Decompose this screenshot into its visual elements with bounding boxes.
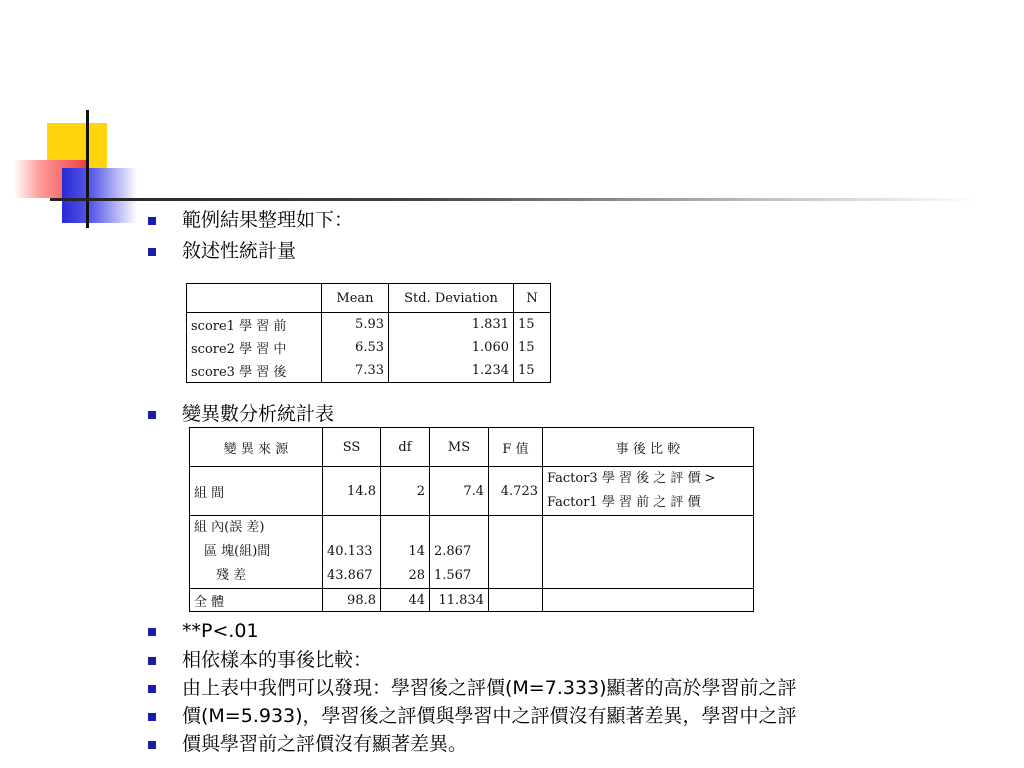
f-cell — [489, 589, 543, 612]
bullet-square-icon — [148, 741, 156, 749]
row-label: 全 體 — [190, 589, 323, 612]
ss-cell: 14.8 — [323, 467, 381, 516]
table-header: SS — [323, 428, 381, 467]
row-label — [190, 516, 323, 589]
table-header: Mean — [322, 284, 389, 313]
df-cell — [381, 516, 430, 589]
table-header: 事 後 比 較 — [543, 428, 754, 467]
block-ss: 40.133 — [327, 544, 373, 559]
n-cell: 15 — [514, 313, 551, 337]
bullet-square-icon — [148, 713, 156, 721]
ms-cell: 11.834 — [430, 589, 489, 612]
n-cell: 15 — [514, 336, 551, 359]
bullet-text: **P<.01 — [182, 620, 259, 642]
table-header: MS — [430, 428, 489, 467]
posthoc-cell — [543, 589, 754, 612]
residual-df: 28 — [408, 568, 425, 583]
bullet-text: 敘述性統計量 — [182, 240, 297, 262]
ss-cell: 98.8 — [323, 589, 381, 612]
ss-cell — [323, 516, 381, 589]
bullet-text: 價(M=5.933)，學習後之評價與學習中之評價沒有顯著差異，學習中之評 — [182, 705, 797, 727]
anova-table — [189, 427, 754, 612]
ms-cell — [430, 516, 489, 589]
title-divider-line — [50, 198, 980, 201]
block-label: 區 塊(組)間 — [204, 544, 271, 559]
deco-vertical-line — [86, 110, 89, 228]
bullet-square-icon — [148, 628, 156, 636]
df-cell: 2 — [381, 467, 430, 516]
table-header: df — [381, 428, 430, 467]
table-row — [190, 516, 754, 589]
sd-cell: 1.234 — [389, 359, 514, 383]
posthoc-line: Factor1 學 習 前 之 評 價 — [547, 495, 701, 510]
row-label: 組 間 — [190, 467, 323, 516]
table-header: 變 異 來 源 — [190, 428, 323, 467]
residual-ss: 43.867 — [327, 568, 373, 583]
table-row — [190, 589, 754, 612]
n-cell: 15 — [514, 359, 551, 383]
bullet-square-icon — [148, 685, 156, 693]
table-header: Std. Deviation — [389, 284, 514, 313]
mean-cell: 7.33 — [322, 359, 389, 383]
descriptive-stats-table — [186, 283, 551, 383]
sd-cell: 1.060 — [389, 336, 514, 359]
table-header — [187, 284, 322, 313]
bullet-text: 相依樣本的事後比較： — [182, 649, 373, 671]
table-row — [187, 336, 551, 359]
row-label: score1 學 習 前 — [187, 313, 322, 337]
bullet-square-icon — [148, 411, 156, 419]
within-label: 組 內(誤 差) — [194, 520, 265, 535]
table-header: N — [514, 284, 551, 313]
table-header: F 值 — [489, 428, 543, 467]
posthoc-cell — [543, 516, 754, 589]
df-cell: 44 — [381, 589, 430, 612]
residual-ms: 1.567 — [434, 568, 472, 583]
bullet-text: 由上表中我們可以發現：學習後之評價(M=7.333)顯著的高於學習前之評 — [182, 677, 797, 699]
bullet-text: 範例結果整理如下： — [182, 209, 354, 231]
bullet-text: 變異數分析統計表 — [182, 403, 335, 425]
posthoc-line: Factor3 學 習 後 之 評 價 > — [547, 471, 716, 486]
table-header-row — [190, 428, 754, 467]
bullet-square-icon — [148, 217, 156, 225]
f-cell — [489, 516, 543, 589]
block-df: 14 — [408, 544, 425, 559]
f-cell: 4.723 — [489, 467, 543, 516]
sd-cell: 1.831 — [389, 313, 514, 337]
posthoc-cell — [543, 467, 754, 516]
mean-cell: 5.93 — [322, 313, 389, 337]
row-label: score3 學 習 後 — [187, 359, 322, 383]
deco-blue-bar — [62, 168, 137, 223]
bullet-text: 價與學習前之評價沒有顯著差異。 — [182, 733, 468, 755]
mean-cell: 6.53 — [322, 336, 389, 359]
row-label: score2 學 習 中 — [187, 336, 322, 359]
bullet-square-icon — [148, 248, 156, 256]
bullet-square-icon — [148, 657, 156, 665]
table-row — [190, 467, 754, 516]
block-ms: 2.867 — [434, 544, 472, 559]
table-row — [187, 313, 551, 337]
ms-cell: 7.4 — [430, 467, 489, 516]
table-row — [187, 359, 551, 383]
residual-label: 殘 差 — [216, 568, 247, 583]
